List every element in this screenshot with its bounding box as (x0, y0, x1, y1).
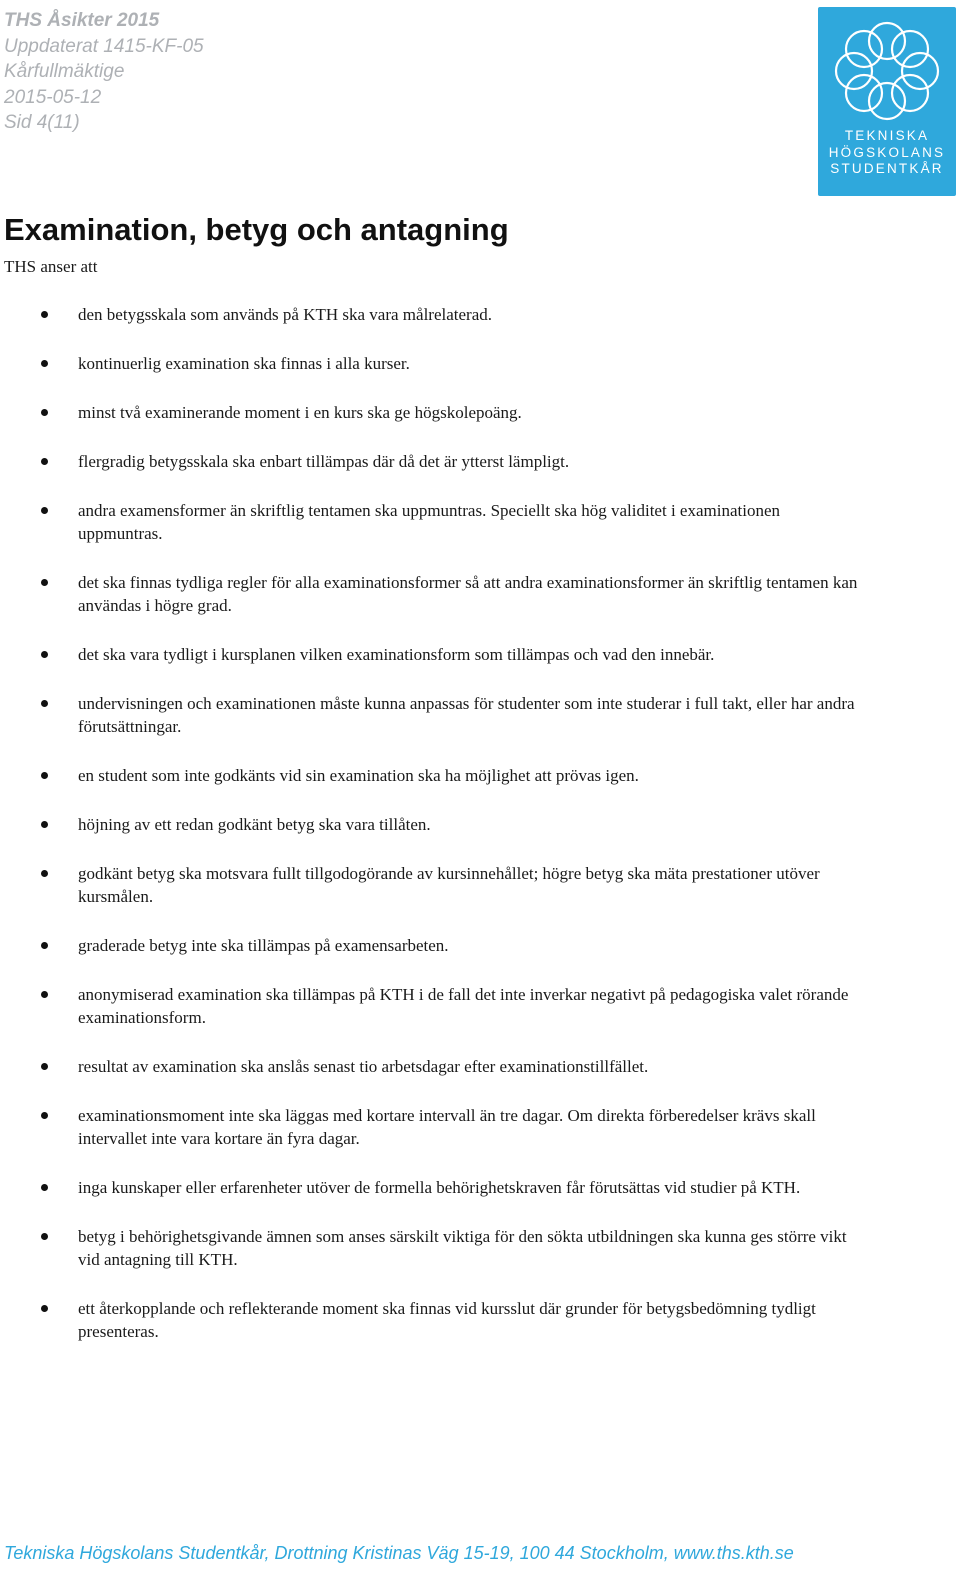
bullet-icon (41, 360, 48, 367)
list-item (0, 934, 860, 957)
bullet-icon (41, 991, 48, 998)
list-item-text: det ska finnas tydliga regler för alla examinationsformer så att andra examinationsformer än skriftlig tentamen kan användas i högre grad. (78, 573, 858, 615)
list-item-text: kontinuerlig examination ska finnas i alla kurser. (78, 354, 410, 373)
footer-address: Tekniska Högskolans Studentkår, Drottning Kristinas Väg 15-19, 100 44 Stockholm, www.ths.kth.se (4, 1543, 794, 1563)
list-item (0, 571, 860, 617)
list-item-text: betyg i behörighetsgivande ämnen som anses särskilt viktiga för den sökta utbildningen ska kunna ges större vikt vid antagning till KTH. (78, 1227, 847, 1269)
document-date: 2015-05-12 (4, 86, 102, 108)
list-item (0, 764, 860, 787)
bullet-icon (41, 1233, 48, 1240)
list-item-text: flergradig betygsskala ska enbart tillämpas där då det är ytterst lämpligt. (78, 452, 570, 471)
list-item (0, 1225, 860, 1271)
list-item (0, 983, 860, 1029)
logo-line-3: STUDENTKÅR (830, 161, 944, 176)
rings-emblem-icon (818, 7, 956, 127)
bullet-icon (41, 1063, 48, 1070)
bullet-icon (41, 651, 48, 658)
list-item (0, 1176, 860, 1199)
list-item-text: höjning av ett redan godkänt betyg ska vara tillåten. (78, 815, 431, 834)
bullet-icon (41, 870, 48, 877)
list-item (0, 499, 860, 545)
bullet-icon (41, 1184, 48, 1191)
list-item-text: anonymiserad examination ska tillämpas på KTH i de fall det inte inverkar negativt på pedagogiska valet rörande examinationsform. (78, 985, 849, 1027)
bullet-icon (41, 579, 48, 586)
bullet-icon (41, 409, 48, 416)
list-item (0, 352, 860, 375)
bullet-icon (41, 507, 48, 514)
bullet-icon (41, 942, 48, 949)
list-item-text: det ska vara tydligt i kursplanen vilken examinationsform som tillämpas och vad den innebär. (78, 645, 715, 664)
logo-line-2: HÖGSKOLANS (828, 144, 946, 160)
bullet-icon (41, 772, 48, 779)
list-item-text: inga kunskaper eller erfarenheter utöver de formella behörighetskraven får förutsättas vid studier på KTH. (78, 1178, 801, 1197)
list-item (0, 692, 860, 738)
issuing-body: Kårfullmäktige (4, 61, 125, 82)
section-heading: Examination, betyg och antagning (4, 212, 509, 247)
list-item-text: minst två examinerande moment i en kurs ska ge högskolepoäng. (78, 403, 522, 422)
page-number: Sid 4(11) (4, 112, 80, 133)
list-item (0, 813, 860, 836)
bullet-icon (41, 311, 48, 318)
document-title: THS Åsikter 2015 (4, 10, 160, 31)
logo-wordmark (818, 128, 956, 178)
bullet-icon (41, 821, 48, 828)
list-item-text: godkänt betyg ska motsvara fullt tillgodogörande av kursinnehållet; högre betyg ska mäta prestationer utöver kursmålen. (78, 864, 820, 906)
list-item-text: en student som inte godkänts vid sin examination ska ha möjlighet att prövas igen. (78, 766, 639, 785)
document-header (4, 8, 204, 136)
list-item-text: graderade betyg inte ska tillämpas på examensarbeten. (78, 936, 449, 955)
position-list (0, 303, 860, 1369)
bullet-icon (41, 700, 48, 707)
list-item (0, 1297, 860, 1343)
bullet-icon (41, 458, 48, 465)
list-item-text: andra examensformer än skriftlig tentamen ska uppmuntras. Speciellt ska hög validitet i examinationen uppmuntras. (78, 501, 780, 543)
list-item (0, 1104, 860, 1150)
list-item (0, 303, 860, 326)
list-item (0, 643, 860, 666)
logo-line-1: TEKNISKA (844, 128, 930, 143)
list-item (0, 862, 860, 908)
list-item (0, 401, 860, 424)
list-item (0, 1055, 860, 1078)
updated-reference: Uppdaterat 1415-KF-05 (4, 35, 204, 57)
list-item-text: undervisningen och examinationen måste kunna anpassas för studenter som inte studerar i full takt, eller har andra förutsättningar. (78, 694, 855, 736)
bullet-icon (41, 1305, 48, 1312)
list-item-text: examinationsmoment inte ska läggas med kortare intervall än tre dagar. Om direkta förberedelser krävs skall intervallet inte vara kortare än fyra dagar. (78, 1106, 816, 1148)
list-item (0, 450, 860, 473)
list-item-text: den betygsskala som används på KTH ska vara målrelaterad. (78, 305, 492, 324)
bullet-icon (41, 1112, 48, 1119)
ths-logo (818, 7, 956, 196)
list-item-text: ett återkopplande och reflekterande moment ska finnas vid kursslut där grunder för betygsbedömning tydligt presenteras. (78, 1299, 816, 1341)
list-item-text: resultat av examination ska anslås senast tio arbetsdagar efter examinationstillfället. (78, 1057, 649, 1076)
section-intro: THS anser att (4, 257, 98, 276)
